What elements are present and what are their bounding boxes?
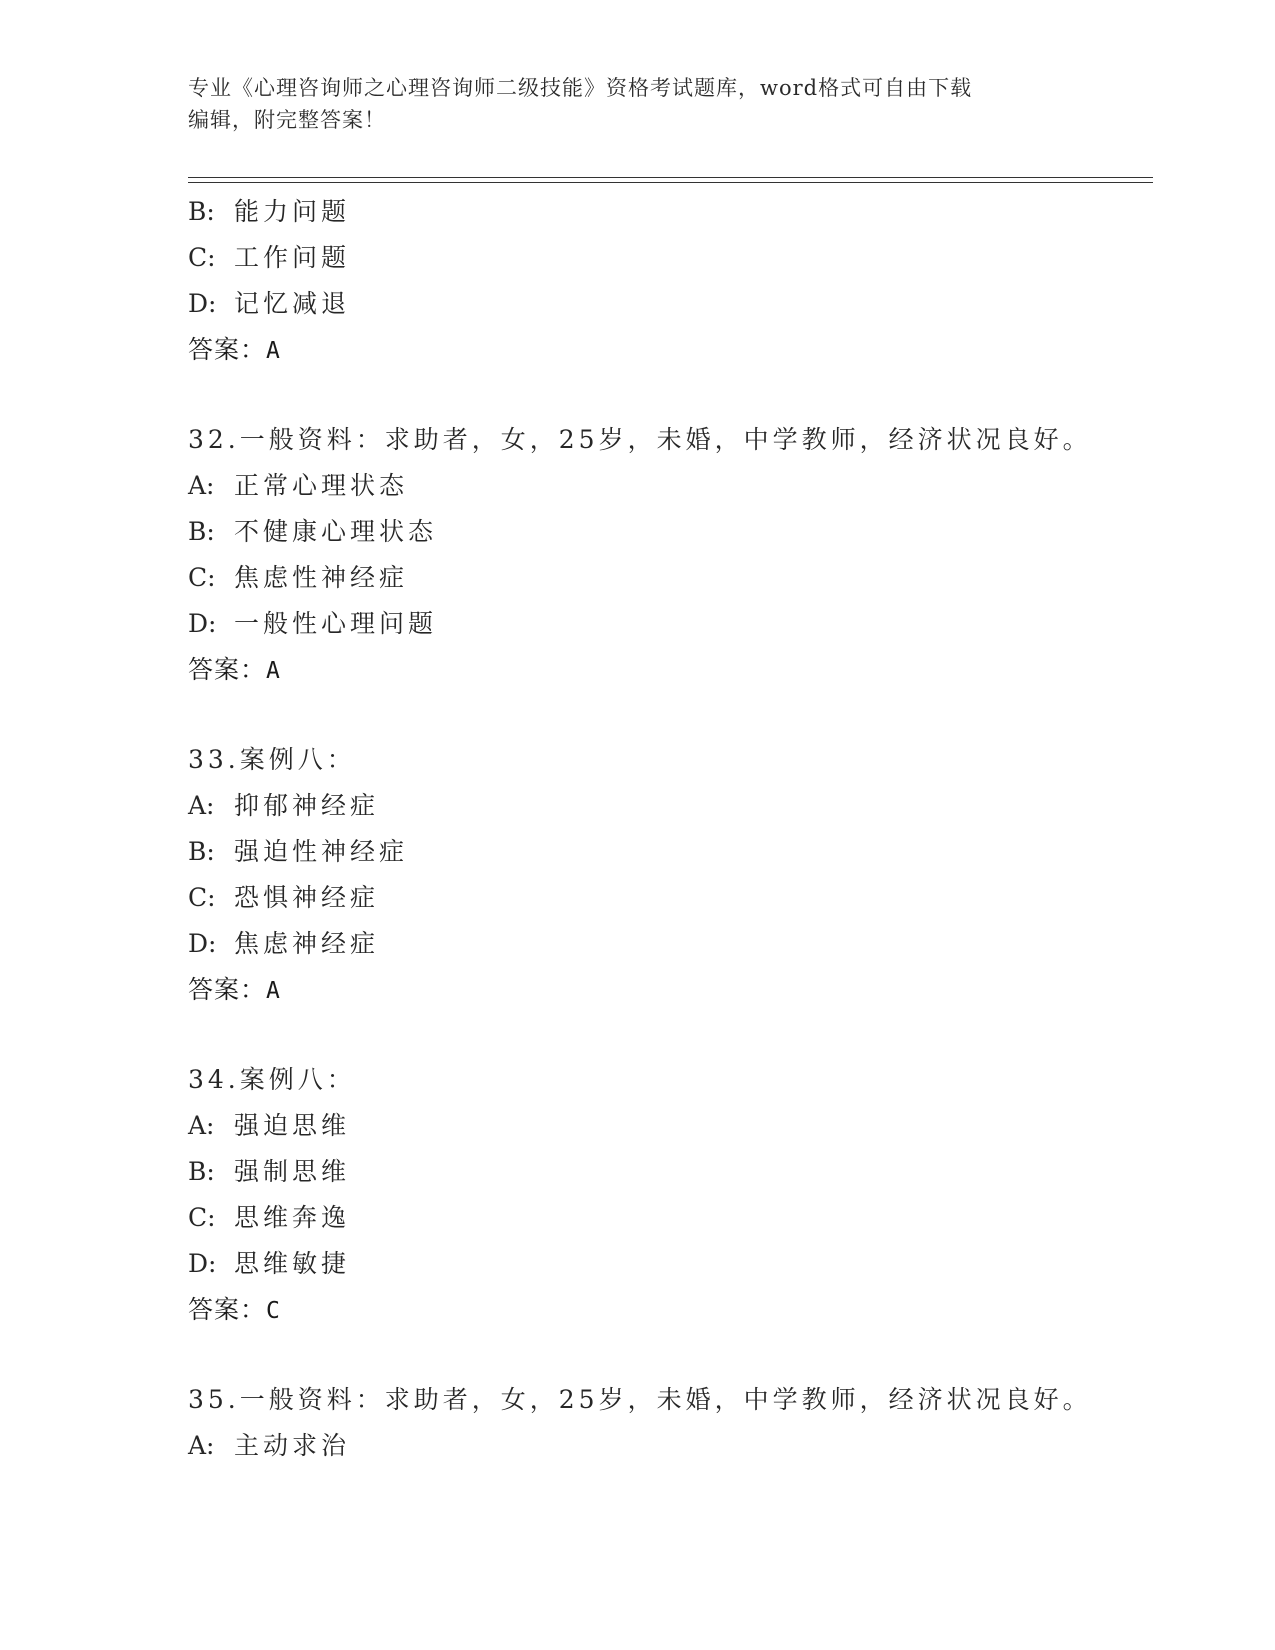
option-text: 恐惧神经症 <box>234 883 380 912</box>
document-header <box>188 72 1088 136</box>
answer-label: 答案： <box>188 656 267 684</box>
option-text: 能力问题 <box>234 197 351 226</box>
header-divider-thin <box>188 182 1153 183</box>
option-item <box>188 1195 1148 1241</box>
answer-line <box>188 647 1148 693</box>
option-item <box>188 875 1148 921</box>
question-text: 34.案例八： <box>188 1065 356 1094</box>
option-text: 不健康心理状态 <box>234 517 438 546</box>
option-text: 正常心理状态 <box>234 471 409 500</box>
answer-line <box>188 967 1148 1013</box>
option-item <box>188 463 1148 509</box>
option-item <box>188 189 1148 235</box>
option-item <box>188 555 1148 601</box>
option-text: 思维奔逸 <box>234 1203 351 1232</box>
question-text: 35.一般资料：求助者，女，25岁，未婚，中学教师，经济状况良好。 <box>188 1385 1092 1414</box>
question-block <box>188 1057 1148 1333</box>
answer-label: 答案： <box>188 336 267 364</box>
option-key: D: <box>188 929 217 958</box>
option-key: B: <box>188 517 215 546</box>
option-item <box>188 1103 1148 1149</box>
question-block <box>188 1377 1148 1469</box>
header-line-2: 编辑，附完整答案！ <box>188 108 386 132</box>
option-key: A: <box>188 471 215 500</box>
option-item <box>188 783 1148 829</box>
header-line-1: 专业《心理咨询师之心理咨询师二级技能》资格考试题库，word格式可自由下载 <box>188 76 973 100</box>
answer-value: A <box>266 338 281 364</box>
option-key: C: <box>188 243 216 272</box>
option-text: 主动求治 <box>234 1431 351 1460</box>
option-text: 抑郁神经症 <box>234 791 380 820</box>
option-text: 强迫思维 <box>234 1111 351 1140</box>
option-key: D: <box>188 289 217 318</box>
option-text: 工作问题 <box>234 243 351 272</box>
option-item <box>188 235 1148 281</box>
option-text: 强迫性神经症 <box>234 837 409 866</box>
option-key: C: <box>188 1203 216 1232</box>
option-item <box>188 921 1148 967</box>
option-key: D: <box>188 1249 217 1278</box>
option-item <box>188 509 1148 555</box>
header-divider-thick <box>188 177 1153 178</box>
question-text: 33.案例八： <box>188 745 356 774</box>
answer-value: A <box>266 978 281 1004</box>
option-text: 记忆减退 <box>234 289 351 318</box>
option-key: B: <box>188 197 215 226</box>
answer-label: 答案： <box>188 976 267 1004</box>
option-item <box>188 1241 1148 1287</box>
option-key: A: <box>188 791 215 820</box>
option-text: 焦虑性神经症 <box>234 563 409 592</box>
answer-value: C <box>266 1298 281 1324</box>
option-key: C: <box>188 563 216 592</box>
option-item <box>188 281 1148 327</box>
question-block <box>188 189 1148 373</box>
option-item <box>188 1423 1148 1469</box>
question-block <box>188 737 1148 1013</box>
question-block <box>188 417 1148 693</box>
option-key: C: <box>188 883 216 912</box>
option-key: D: <box>188 609 217 638</box>
question-list <box>188 189 1148 1513</box>
option-key: A: <box>188 1431 215 1460</box>
question-text: 32.一般资料：求助者，女，25岁，未婚，中学教师，经济状况良好。 <box>188 425 1092 454</box>
option-item <box>188 601 1148 647</box>
answer-line <box>188 1287 1148 1333</box>
option-text: 强制思维 <box>234 1157 351 1186</box>
answer-label: 答案： <box>188 1296 267 1324</box>
option-text: 一般性心理问题 <box>234 609 438 638</box>
option-key: B: <box>188 837 215 866</box>
answer-value: A <box>266 658 281 684</box>
option-text: 焦虑神经症 <box>234 929 380 958</box>
option-item <box>188 829 1148 875</box>
option-key: B: <box>188 1157 215 1186</box>
option-text: 思维敏捷 <box>234 1249 351 1278</box>
option-item <box>188 1149 1148 1195</box>
option-key: A: <box>188 1111 215 1140</box>
answer-line <box>188 327 1148 373</box>
